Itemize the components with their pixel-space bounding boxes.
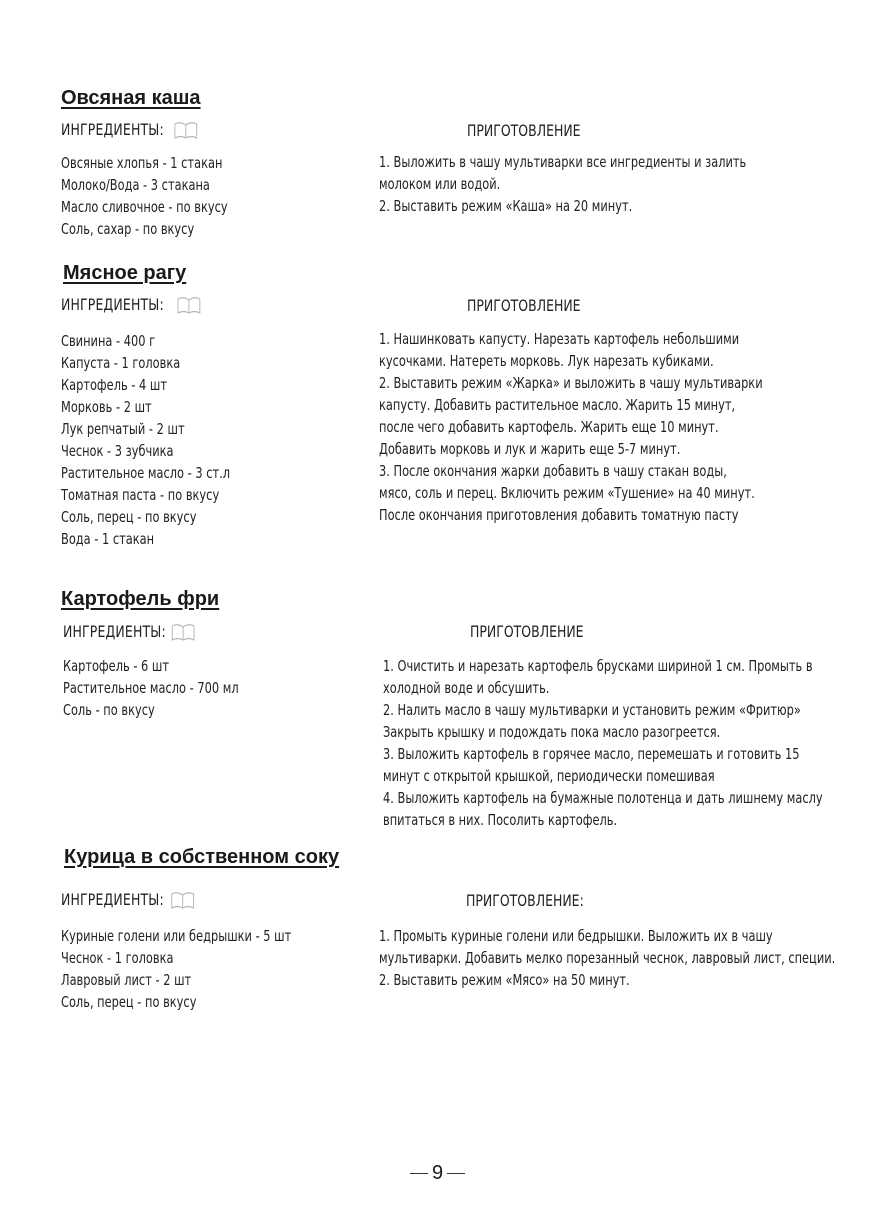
preparation-heading: ПРИГОТОВЛЕНИЕ [467, 296, 581, 315]
step-line: 3. Выложить картофель в горячее масло, перемешать и готовить 15 [383, 745, 800, 763]
ingredients-heading [61, 890, 195, 909]
ingredients-heading [61, 295, 201, 314]
step-line: молоком или водой. [379, 175, 501, 193]
ingredients-label: ИНГРЕДИЕНТЫ: [61, 890, 164, 909]
open-book-icon [173, 121, 198, 139]
open-book-icon [170, 623, 195, 641]
steps-list [379, 151, 862, 217]
step-line: 1. Выложить в чашу мультиварки все ингредиенты и залить [379, 153, 747, 171]
step-line: холодной воде и обсушить. [383, 679, 550, 697]
list-item: Вода - 1 стакан [61, 530, 155, 548]
step-line: после чего добавить картофель. Жарить еще 10 минут. [379, 418, 719, 436]
ingredients-list [61, 925, 364, 1013]
step-line: 4. Выложить картофель на бумажные полотенца и дать лишнему маслу [383, 789, 823, 807]
step-line: мультиварки. Добавить мелко порезанный чеснок, лавровый лист, специи. [379, 949, 836, 967]
list-item: Лавровый лист - 2 шт [61, 971, 192, 989]
step-line: 2. Выставить режим «Каша» на 20 минут. [379, 197, 633, 215]
step-line: Добавить морковь и лук и жарить еще 5-7 минут. [379, 440, 681, 458]
list-item: Чеснок - 1 головка [61, 949, 174, 967]
page-number [0, 1162, 875, 1185]
open-book-icon [176, 296, 201, 314]
list-item: Соль, перец - по вкусу [61, 993, 197, 1011]
step-line: впитаться в них. Посолить картофель. [383, 811, 618, 829]
recipe-title: Овсяная каша [61, 87, 201, 109]
dash-left [410, 1173, 428, 1174]
step-line: мясо, соль и перец. Включить режим «Тушение» на 40 минут. [379, 484, 755, 502]
ingredients-list [61, 152, 280, 240]
step-line: После окончания приготовления добавить томатную пасту [379, 506, 739, 524]
ingredients-list [61, 330, 283, 550]
preparation-heading: ПРИГОТОВЛЕНИЕ [470, 622, 584, 641]
step-line: 1. Очистить и нарезать картофель брусками шириной 1 см. Промыть в [383, 657, 813, 675]
list-item: Картофель - 4 шт [61, 376, 168, 394]
steps-list [379, 925, 875, 991]
list-item: Томатная паста - по вкусу [61, 486, 220, 504]
step-line: 2. Выставить режим «Мясо» на 50 минут. [379, 971, 630, 989]
list-item: Растительное масло - 3 ст.л [61, 464, 231, 482]
page-number-value: 9 [431, 1162, 444, 1184]
steps-list [383, 655, 875, 831]
list-item: Чеснок - 3 зубчика [61, 442, 174, 460]
recipe-title: Картофель фри [61, 588, 220, 610]
list-item: Соль, перец - по вкусу [61, 508, 197, 526]
list-item: Свинина - 400 г [61, 332, 156, 350]
ingredients-label: ИНГРЕДИЕНТЫ: [61, 295, 164, 314]
list-item: Лук репчатый - 2 шт [61, 420, 185, 438]
list-item: Молоко/Вода - 3 стакана [61, 176, 210, 194]
step-line: 1. Нашинковать капусту. Нарезать картофель небольшими [379, 330, 740, 348]
step-line: 2. Налить масло в чашу мультиварки и установить режим «Фритюр» [383, 701, 801, 719]
recipe-title: Курица в собственном соку [64, 846, 340, 868]
step-line: 2. Выставить режим «Жарка» и выложить в чашу мультиварки [379, 374, 763, 392]
ingredients-label: ИНГРЕДИЕНТЫ: [63, 622, 166, 641]
step-line: кусочками. Натереть морковь. Лук нарезать кубиками. [379, 352, 714, 370]
ingredients-heading [61, 120, 198, 139]
dash-right [447, 1173, 465, 1174]
step-line: минут с открытой крышкой, периодически помешивая [383, 767, 715, 785]
preparation-heading: ПРИГОТОВЛЕНИЕ: [466, 891, 584, 910]
step-line: 1. Промыть куриные голени или бедрышки. Выложить их в чашу [379, 927, 773, 945]
list-item: Морковь - 2 шт [61, 398, 152, 416]
recipe-title: Мясное рагу [63, 262, 187, 284]
steps-list [379, 328, 875, 526]
ingredients-list [63, 655, 294, 721]
list-item: Овсяные хлопья - 1 стакан [61, 154, 223, 172]
list-item: Соль, сахар - по вкусу [61, 220, 195, 238]
preparation-heading: ПРИГОТОВЛЕНИЕ [467, 121, 581, 140]
step-line: Закрыть крышку и подождать пока масло разогреется. [383, 723, 721, 741]
list-item: Картофель - 6 шт [63, 657, 170, 675]
open-book-icon [170, 891, 195, 909]
list-item: Масло сливочное - по вкусу [61, 198, 228, 216]
list-item: Куриные голени или бедрышки - 5 шт [61, 927, 292, 945]
step-line: 3. После окончания жарки добавить в чашу стакан воды, [379, 462, 727, 480]
list-item: Растительное масло - 700 мл [63, 679, 239, 697]
list-item: Соль - по вкусу [63, 701, 155, 719]
ingredients-label: ИНГРЕДИЕНТЫ: [61, 120, 164, 139]
ingredients-heading [63, 622, 195, 641]
list-item: Капуста - 1 головка [61, 354, 181, 372]
step-line: капусту. Добавить растительное масло. Жарить 15 минут, [379, 396, 736, 414]
